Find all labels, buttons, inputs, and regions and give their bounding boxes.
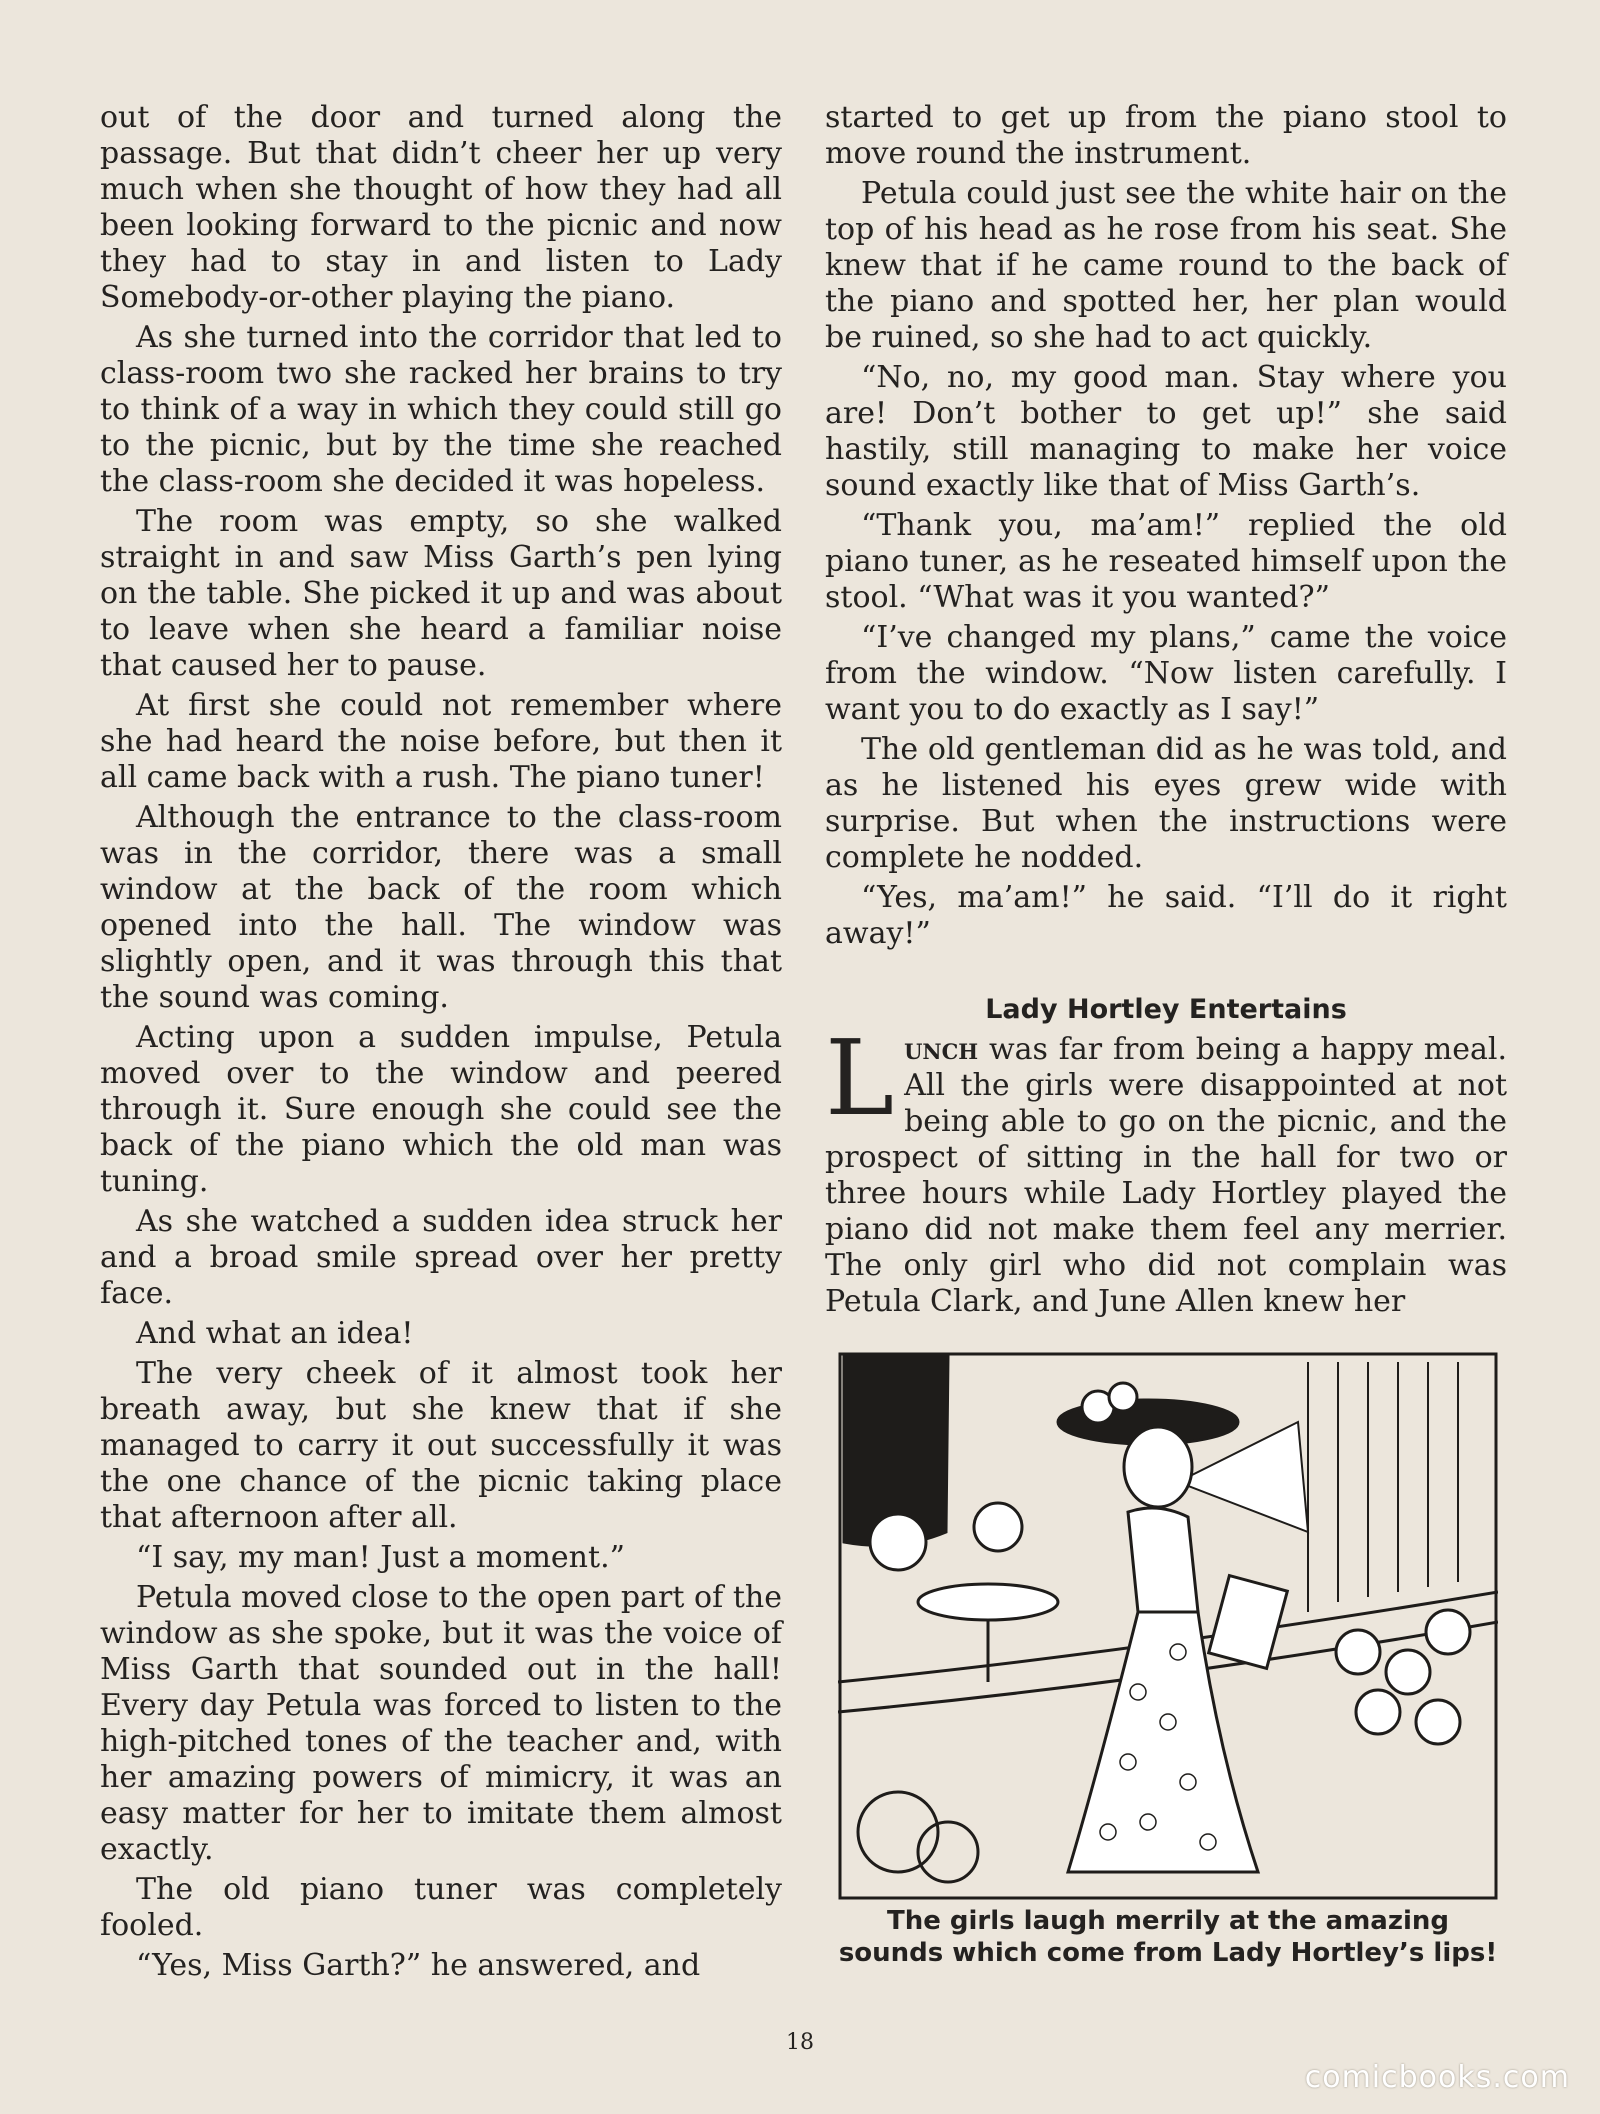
small-caps-word: unch — [904, 1032, 979, 1067]
paragraph: At first she could not remember where she had heard the noise before, but then it all came back with a rush. The piano tuner! — [100, 688, 782, 795]
paragraph-text: was far from being a happy meal. All the girls were disappointed at not being able to go on the picnic, and the prospect of sitting in the hall for two or three hours while Lady Hortley played the piano did not make them feel any merrier. The only girl who did not complain was Petula Clark, and June Allen knew her — [825, 1032, 1507, 1319]
paragraph: “Thank you, ma’am!” replied the old piano tuner, as he reseated himself upon the stool. “What was it you wanted?” — [825, 508, 1507, 615]
paragraph: “Yes, ma’am!” he said. “I’ll do it right away!” — [825, 880, 1507, 951]
paragraph: “I say, my man! Just a moment.” — [136, 1540, 625, 1575]
paragraph: As she turned into the corridor that led to class-room two she racked her brains to try to think of a way in which they could still go to the picnic, but by the time she reached the class-room she decided it was hopeless. — [100, 320, 782, 499]
paragraph: And what an idea! — [136, 1316, 414, 1351]
paragraph: As she watched a sudden idea struck her and a broad smile spread over her pretty face. — [100, 1204, 782, 1311]
right-column — [825, 100, 1507, 1324]
page-number: 18 — [786, 2030, 814, 2055]
paragraph: “Yes, Miss Garth?” he answered, and — [136, 1948, 701, 1983]
paragraph: The old gentleman did as he was told, and as he listened his eyes grew wide with surprise. But when the instructions were complete he nodded. — [825, 732, 1507, 875]
section-opening-paragraph — [825, 1017, 1507, 1320]
left-column — [100, 100, 782, 1988]
paragraph: The very cheek of it almost took her breath away, but she knew that if she managed to carry it out successfully it was the one chance of the picnic taking place that afternoon after all. — [100, 1356, 782, 1535]
paragraph: “I’ve changed my plans,” came the voice from the window. “Now listen carefully. I want you to do exactly as I say!” — [825, 620, 1507, 727]
watermark: comicbooks.com — [1304, 2060, 1570, 2095]
paragraph: out of the door and turned along the passage. But that didn’t cheer her up very much when she thought of how they had all been looking forward to the picnic and now they had to stay in and listen to Lady Somebody-or-other playing the piano. — [100, 100, 782, 315]
paragraph: Although the entrance to the class-room was in the corridor, there was a small window at the back of the room which opened into the hall. The window was slightly open, and it was through this that the sound was coming. — [100, 800, 782, 1015]
paragraph: Acting upon a sudden impulse, Petula moved over to the window and peered through it. Sure enough she could see the back of the piano which the old man was tuning. — [100, 1020, 782, 1199]
paragraph: The old piano tuner was completely fooled. — [100, 1872, 782, 1943]
paragraph: Petula moved close to the open part of the window as she spoke, but it was the voice of Miss Garth that sounded out in the hall! Every day Petula was forced to listen to the high-pitched tones of the teacher and, with her amazing powers of mimicry, it was an easy matter for her to imitate them almost exactly. — [100, 1580, 782, 1867]
paragraph: Petula could just see the white hair on the top of his head as he rose from his seat. She knew that if he came round to the back of the piano and spotted her, her plan would be ruined, so she had to act quickly. — [825, 176, 1507, 355]
paragraph: “No, no, my good man. Stay where you are! Don’t bother to get up!” she said hastily, still managing to make her voice sound exactly like that of Miss Garth’s. — [825, 360, 1507, 503]
section-heading: Lady Hortley Entertains — [985, 994, 1347, 1025]
illustration — [838, 1352, 1498, 1900]
paragraph: The room was empty, so she walked straight in and saw Miss Garth’s pen lying on the table. She picked it up and was about to leave when she heard a familiar noise that caused her to pause. — [100, 504, 782, 683]
paragraph: started to get up from the piano stool to move round the instrument. — [825, 100, 1507, 171]
illustration-caption: The girls laugh merrily at the amazing sounds which come from Lady Hortley’s lips! — [838, 1906, 1498, 1968]
drop-cap: L — [825, 1017, 895, 1139]
